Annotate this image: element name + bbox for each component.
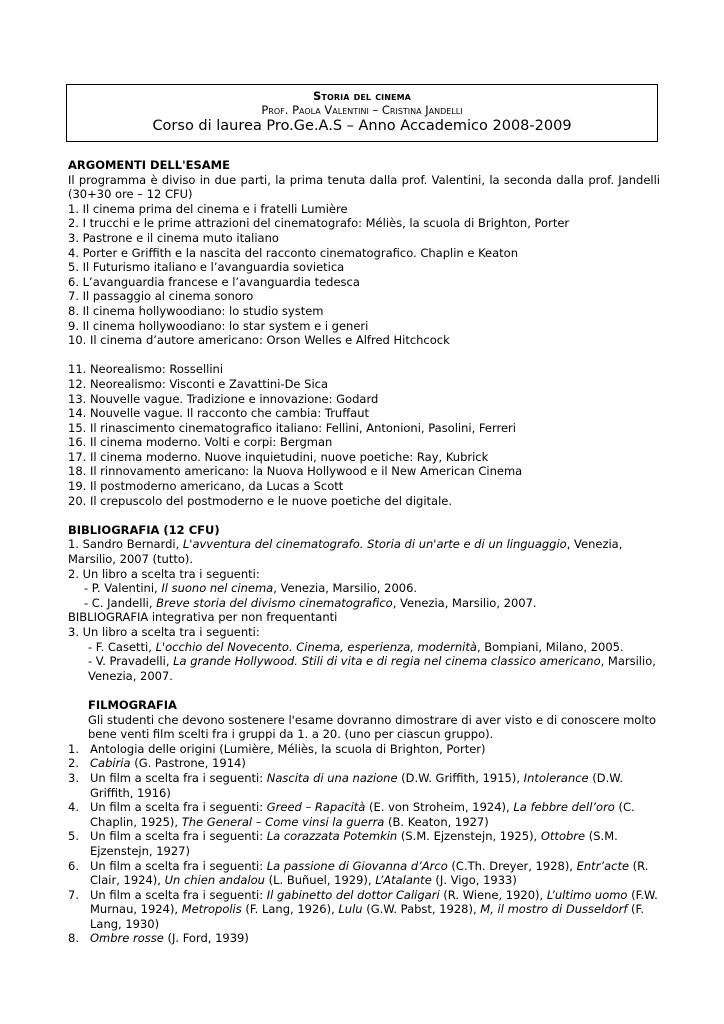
topic-item: 15. Il rinascimento cinematografico italiano: Fellini, Antonioni, Pasolini, Ferreri — [68, 420, 516, 435]
topic-item: 2. I trucchi e le prime attrazioni del cinematografo: Méliès, la scuola di Brighton, Porter — [68, 216, 570, 231]
topic-item: 11. Neorealismo: Rossellini — [68, 362, 224, 377]
bib-integrativa: BIBLIOGRAFIA integrativa per non frequentanti — [68, 610, 338, 625]
professors-line: Prof. Paola Valentini – Cristina Jandelli — [261, 103, 463, 117]
degree-line: Corso di laurea Pro.Ge.A.S – Anno Accademico 2008-2009 — [152, 118, 572, 134]
bib-item-3b: - V. Pravadelli, La grande Hollywood. Stili di vita e di regia nel cinema classico americano, Marsilio, Venezia, 2007. — [88, 654, 656, 683]
topic-item: 3. Pastrone e il cinema muto italiano — [68, 230, 279, 245]
header-box — [66, 84, 658, 142]
topic-item: 10. Il cinema d’autore americano: Orson Welles e Alfred Hitchcock — [68, 333, 450, 348]
film-item-5: 5. Un film a scelta fra i seguenti: La corazzata Potemkin (S.M. Ejzenstejn, 1925), Ottobre (S.M. Ejzenstejn, 1927) — [68, 829, 618, 858]
topic-item: 4. Porter e Griffith e la nascita del racconto cinematografico. Chaplin e Keaton — [68, 245, 518, 260]
course-title: Storia del cinema — [313, 89, 411, 103]
topic-item: 12. Neorealismo: Visconti e Zavattini-De Sica — [68, 376, 329, 391]
topic-item: 17. Il cinema moderno. Nuove inquietudini, nuove poetiche: Ray, Kubrick — [68, 449, 489, 464]
topic-item: 19. Il postmoderno americano, da Lucas a Scott — [68, 479, 344, 494]
bib-item-2b: - C. Jandelli, Breve storia del divismo cinematografico, Venezia, Marsilio, 2007. — [84, 595, 537, 610]
bib-item-3a: - F. Casetti, L'occhio del Novecento. Cinema, esperienza, modernità, Bompiani, Milano, 2005. — [88, 639, 624, 654]
bib-item-2: 2. Un libro a scelta tra i seguenti: — [68, 566, 260, 581]
film-item-2: 2. Cabiria (G. Pastrone, 1914) — [68, 756, 246, 771]
topic-item: 1. Il cinema prima del cinema e i fratelli Lumière — [68, 201, 348, 216]
topic-item: 7. Il passaggio al cinema sonoro — [68, 289, 254, 304]
film-item-4: 4. Un film a scelta fra i seguenti: Greed – Rapacità (E. von Stroheim, 1924), La febbre dell’oro (C. Chaplin, 1925), The General – Come vinsi la guerra (B. Keaton, 1927) — [68, 800, 635, 829]
film-item-3: 3. Un film a scelta fra i seguenti: Nascita di una nazione (D.W. Griffith, 1915), Intolerance (D.W. Griffith, 1916) — [68, 770, 624, 800]
topics-part1-list — [68, 202, 660, 348]
topic-item: 13. Nouvelle vague. Tradizione e innovazione: Godard — [68, 391, 379, 406]
topic-item: 9. Il cinema hollywoodiano: lo star system e i generi — [68, 318, 369, 333]
argomenti-title: ARGOMENTI DELL'ESAME — [68, 158, 230, 172]
film-item-7: 7. Un film a scelta fra i seguenti: Il gabinetto del dottor Caligari (R. Wiene, 1920), L’ultimo uomo (F.W. Murnau, 1924), Metropolis (F. Lang, 1926), Lulu (G.W. Pabst, 1928), M, il mostro di Dusseldorf (F. Lang, 1930) — [68, 887, 658, 931]
film-item-6: 6. Un film a scelta fra i seguenti: La passione di Giovanna d’Arco (C.Th. Dreyer, 1928), Entr’acte (R. Clair, 1924), Un chien andalou (L. Buñuel, 1929), L’Atalante (J. Vigo, 1933) — [68, 858, 649, 888]
topic-item: 6. L’avanguardia francese e l’avanguardia tedesca — [68, 274, 360, 289]
topics-part2-list — [68, 362, 660, 508]
film-item-1: 1. Antologia delle origini (Lumière, Méliès, la scuola di Brighton, Porter) — [68, 741, 486, 756]
argomenti-intro: Il programma è diviso in due parti, la prima tenuta dalla prof. Valentini, la seconda dalla prof. Jandelli (30+30 ore – 12 CFU) — [68, 172, 660, 202]
topic-item: 18. Il rinnovamento americano: la Nuova Hollywood e il New American Cinema — [68, 464, 523, 479]
topic-item: 8. Il cinema hollywoodiano: lo studio system — [68, 303, 324, 318]
bib-item-1: 1. Sandro Bernardi, L'avventura del cinematografo. Storia di un'arte e di un linguaggio, Venezia, Marsilio, 2007 (tutto). — [68, 537, 623, 567]
topic-item: 16. Il cinema moderno. Volti e corpi: Bergman — [68, 435, 333, 450]
bib-item-3: 3. Un libro a scelta tra i seguenti: — [68, 625, 260, 639]
topic-item: 20. Il crepuscolo del postmoderno e le nuove poetiche del digitale. — [68, 493, 453, 508]
film-item-8: 8. Ombre rosse (J. Ford, 1939) — [68, 931, 249, 946]
document-body — [68, 158, 660, 946]
bib-item-2a: - P. Valentini, Il suono nel cinema, Venezia, Marsilio, 2006. — [84, 581, 418, 596]
filmografia-title: FILMOGRAFIA — [88, 697, 177, 712]
topic-item: 14. Nouvelle vague. Il racconto che cambia: Truffaut — [68, 406, 369, 421]
bibliografia-title: BIBLIOGRAFIA (12 CFU) — [68, 522, 220, 537]
topic-item: 5. Il Futurismo italiano e l’avanguardia sovietica — [68, 260, 345, 275]
filmografia-intro: Gli studenti che devono sostenere l'esame dovranno dimostrare di aver visto e di conoscere molto bene venti film scelti fra i gruppi da 1. a 20. (uno per ciascun gruppo). — [88, 712, 657, 742]
